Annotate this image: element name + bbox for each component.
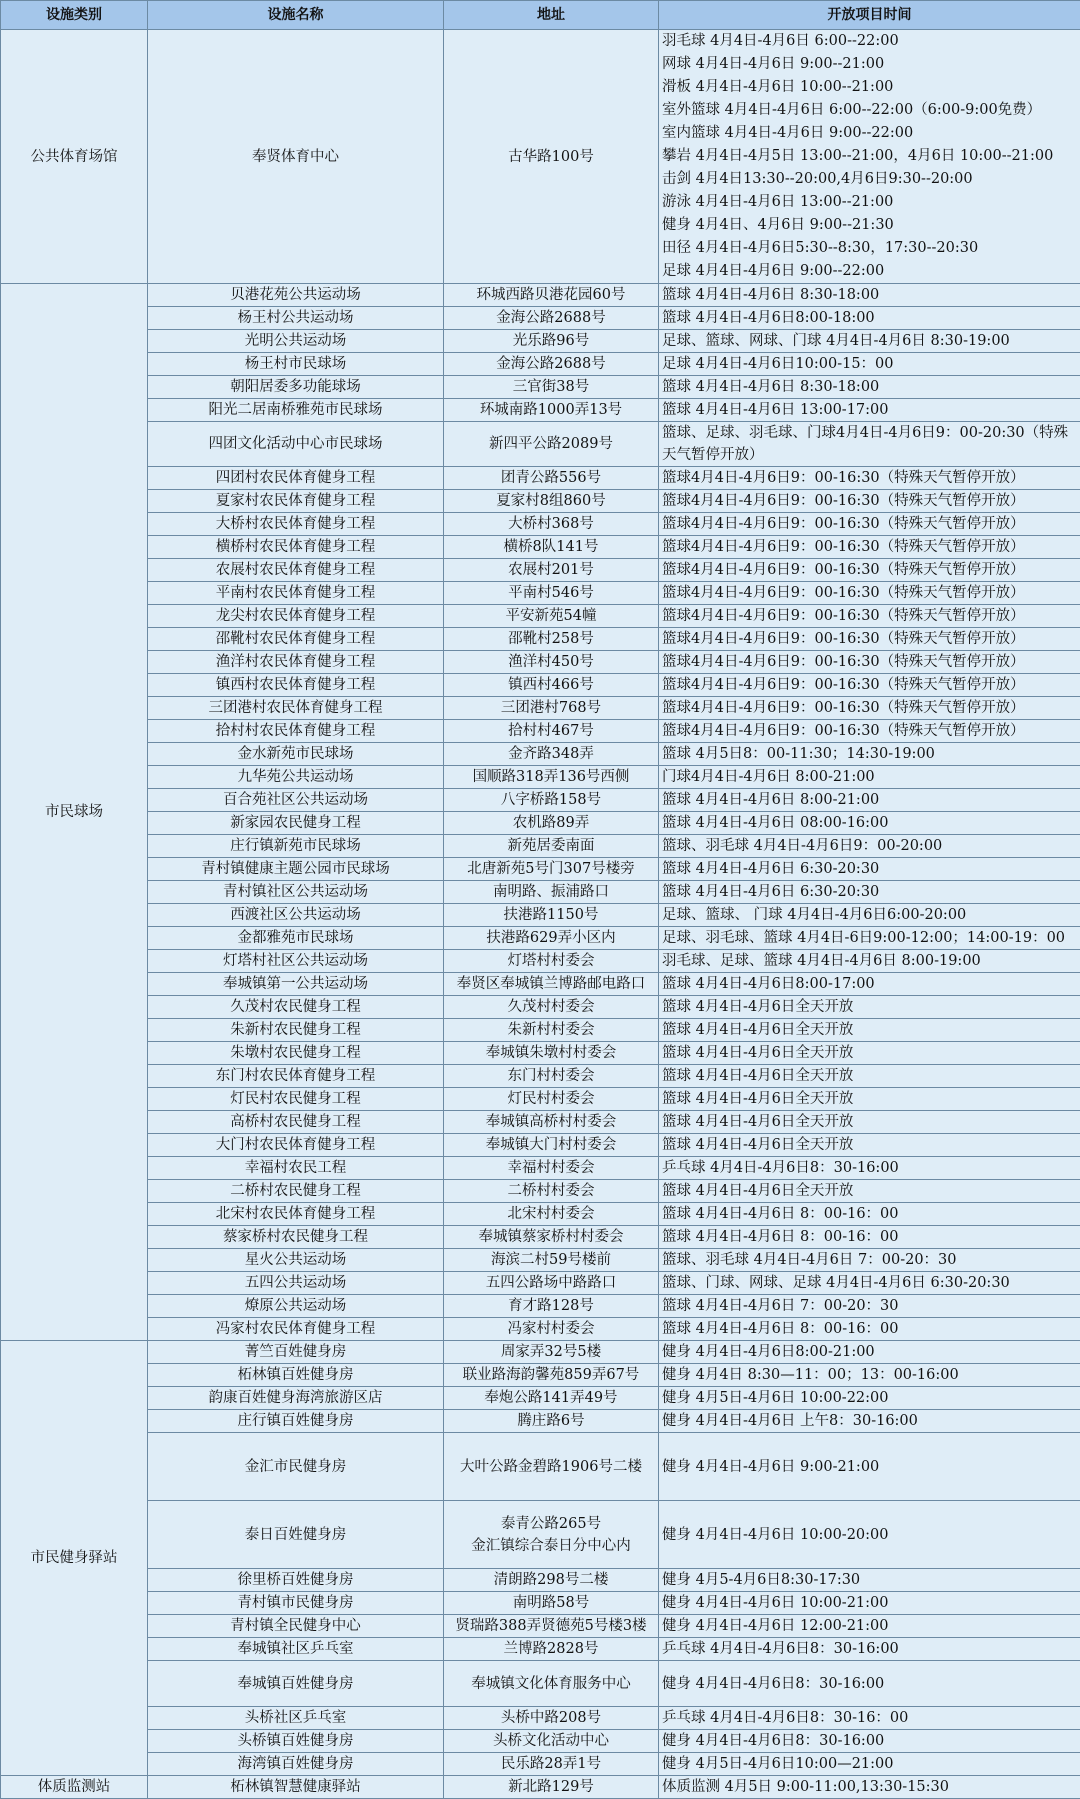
facility-name-cell: 奉贤体育中心 [148,30,444,284]
facility-name-cell: 朱墩村农民健身工程 [148,1042,444,1065]
address-cell: 古华路100号 [444,30,659,284]
open-times-cell: 篮球 4月4日-4月6日全天开放 [659,1180,1080,1203]
time-line: 足球 4月4日-4月6日 9:00--22:00 [662,260,1076,283]
address-cell: 夏家村8组860号 [444,490,659,513]
open-times-cell: 健身 4月4日 8:30—11：00；13：00-16:00 [659,1364,1080,1387]
open-times-cell: 乒乓球 4月4日-4月6日8：30-16:00 [659,1157,1080,1180]
open-times-cell: 篮球 4月4日-4月6日 8：00-16：00 [659,1318,1080,1341]
facility-name-cell: 青村镇社区公共运动场 [148,881,444,904]
table-row [1,881,1080,904]
facility-name-cell: 奉城镇社区乒乓室 [148,1638,444,1661]
table-row [1,284,1080,307]
table-row [1,858,1080,881]
open-times-cell: 篮球 4月4日-4月6日全天开放 [659,1088,1080,1111]
table-row [1,766,1080,789]
time-line: 室内篮球 4月4日-4月6日 9:00--22:00 [662,122,1076,145]
facility-name-cell: 青村镇全民健身中心 [148,1615,444,1638]
open-times-cell: 健身 4月4日-4月6日8：30-16:00 [659,1661,1080,1707]
address-cell: 拾村村467号 [444,720,659,743]
table-row [1,1638,1080,1661]
facility-name-cell: 奉城镇百姓健身房 [148,1661,444,1707]
open-times-cell: 篮球4月4日-4月6日9：00-16:30（特殊天气暂停开放） [659,513,1080,536]
address-cell: 久茂村村委会 [444,996,659,1019]
address-cell: 八字桥路158号 [444,789,659,812]
facility-name-cell: 四团村农民体育健身工程 [148,467,444,490]
facility-name-cell: 朱新村农民健身工程 [148,1019,444,1042]
table-row [1,1249,1080,1272]
category-cell: 市民球场 [1,284,148,1341]
table-row [1,1341,1080,1364]
address-cell: 清朗路298号二楼 [444,1569,659,1592]
address-cell: 奉城镇高桥村村委会 [444,1111,659,1134]
table-row [1,1226,1080,1249]
address-cell: 邵靴村258号 [444,628,659,651]
facility-name-cell: 海湾镇百姓健身房 [148,1753,444,1776]
address-cell: 三团港村768号 [444,697,659,720]
facility-name-cell: 渔洋村农民体育健身工程 [148,651,444,674]
category-cell: 公共体育场馆 [1,30,148,284]
open-times-cell: 篮球 4月4日-4月6日全天开放 [659,1134,1080,1157]
open-times-cell: 健身 4月4日-4月6日 上午8：30-16:00 [659,1410,1080,1433]
open-times-cell: 篮球 4月4日-4月6日8:00-17:00 [659,973,1080,996]
table-row [1,973,1080,996]
address-cell: 新四平公路2089号 [444,422,659,467]
table-row [1,30,1080,284]
address-line: 金汇镇综合泰日分中心内 [448,1535,654,1557]
address-cell: 金齐路348弄 [444,743,659,766]
facility-name-cell: 徐里桥百姓健身房 [148,1569,444,1592]
facility-name-cell: 头桥社区乒乓室 [148,1707,444,1730]
table-row [1,812,1080,835]
address-cell: 五四公路场中路路口 [444,1272,659,1295]
open-times-cell: 篮球4月4日-4月6日9：00-16:30（特殊天气暂停开放） [659,628,1080,651]
table-row [1,376,1080,399]
table-row [1,1387,1080,1410]
category-cell: 市民健身驿站 [1,1341,148,1776]
address-cell: 新苑居委南面 [444,835,659,858]
address-cell: 奉城镇文化体育服务中心 [444,1661,659,1707]
open-times-cell: 乒乓球 4月4日-4月6日8：30-16:00 [659,1638,1080,1661]
open-times-cell: 篮球 4月4日-4月6日 8：00-16：00 [659,1226,1080,1249]
table-row [1,720,1080,743]
address-cell: 大叶公路金碧路1906号二楼 [444,1433,659,1501]
time-line: 滑板 4月4日-4月6日 10:00--21:00 [662,76,1076,99]
facility-name-cell: 庄行镇百姓健身房 [148,1410,444,1433]
open-times-cell: 足球、篮球、 门球 4月4日-4月6日6:00-20:00 [659,904,1080,927]
table-row [1,1318,1080,1341]
address-cell: 腾庄路6号 [444,1410,659,1433]
open-times-cell: 足球、篮球、网球、门球 4月4日-4月6日 8:30-19:00 [659,330,1080,353]
open-times-cell: 足球 4月4日-4月6日10:00-15：00 [659,353,1080,376]
open-times-cell: 篮球4月4日-4月6日9：00-16:30（特殊天气暂停开放） [659,651,1080,674]
address-cell: 育才路128号 [444,1295,659,1318]
open-times-cell: 篮球4月4日-4月6日9：00-16:30（特殊天气暂停开放） [659,490,1080,513]
table-row [1,1433,1080,1501]
facility-name-cell: 二桥村农民健身工程 [148,1180,444,1203]
address-cell: 灯塔村村委会 [444,950,659,973]
table-row [1,399,1080,422]
table-row [1,1501,1080,1569]
table-row [1,1364,1080,1387]
address-cell: 金海公路2688号 [444,353,659,376]
open-times-cell: 篮球4月4日-4月6日9：00-16:30（特殊天气暂停开放） [659,697,1080,720]
time-line: 田径 4月4日-4月6日5:30--8:30，17:30--20:30 [662,237,1076,260]
time-line: 游泳 4月4日-4月6日 13:00--21:00 [662,191,1076,214]
facility-name-cell: 横桥村农民体育健身工程 [148,536,444,559]
table-row [1,1707,1080,1730]
open-times-cell: 篮球4月4日-4月6日9：00-16:30（特殊天气暂停开放） [659,582,1080,605]
open-times-cell: 篮球 4月4日-4月6日全天开放 [659,1111,1080,1134]
header-times: 开放项目时间 [659,1,1080,30]
facility-name-cell: 邵靴村农民体育健身工程 [148,628,444,651]
facility-name-cell: 东门村农民体育健身工程 [148,1065,444,1088]
table-row [1,582,1080,605]
table-row [1,1661,1080,1707]
address-cell: 渔洋村450号 [444,651,659,674]
open-times-cell: 篮球 4月4日-4月6日 08:00-16:00 [659,812,1080,835]
time-line: 羽毛球 4月4日-4月6日 6:00--22:00 [662,30,1076,53]
address-cell: 新北路129号 [444,1776,659,1799]
address-cell: 扶港路1150号 [444,904,659,927]
facility-name-cell: 北宋村农民体育健身工程 [148,1203,444,1226]
facility-name-cell: 镇西村农民体育健身工程 [148,674,444,697]
table-row [1,307,1080,330]
table-row [1,835,1080,858]
table-row [1,1615,1080,1638]
table-row [1,353,1080,376]
address-cell: 团青公路556号 [444,467,659,490]
open-times-cell: 篮球 4月4日-4月6日全天开放 [659,996,1080,1019]
facility-name-cell: 高桥村农民健身工程 [148,1111,444,1134]
table-row [1,513,1080,536]
open-times-cell: 篮球 4月4日-4月6日 7：00-20：30 [659,1295,1080,1318]
open-times-cell: 篮球4月4日-4月6日9：00-16:30（特殊天气暂停开放） [659,674,1080,697]
address-cell: 南明路、振浦路口 [444,881,659,904]
address-cell: 国顺路318弄136号西侧 [444,766,659,789]
facility-name-cell: 头桥镇百姓健身房 [148,1730,444,1753]
header-category: 设施类别 [1,1,148,30]
open-times-cell: 篮球 4月4日-4月6日 6:30-20:30 [659,881,1080,904]
facility-name-cell: 金水新苑市民球场 [148,743,444,766]
address-cell: 奉城镇朱墩村村委会 [444,1042,659,1065]
address-cell: 头桥中路208号 [444,1707,659,1730]
address-cell: 平安新苑54幢 [444,605,659,628]
open-times-cell: 乒乓球 4月4日-4月6日8：30-16：00 [659,1707,1080,1730]
open-times-cell: 健身 4月4日-4月6日 10:00-21:00 [659,1592,1080,1615]
table-row [1,950,1080,973]
facility-name-cell: 金汇市民健身房 [148,1433,444,1501]
open-times-cell: 篮球4月4日-4月6日9：00-16:30（特殊天气暂停开放） [659,536,1080,559]
address-cell: 光乐路96号 [444,330,659,353]
facility-name-cell: 杨王村公共运动场 [148,307,444,330]
table-row [1,743,1080,766]
address-cell: 大桥村368号 [444,513,659,536]
facility-name-cell: 冯家村农民体育健身工程 [148,1318,444,1341]
table-row [1,789,1080,812]
table-row [1,1088,1080,1111]
address-cell: 联业路海韵馨苑859弄67号 [444,1364,659,1387]
table-row [1,559,1080,582]
facility-name-cell: 奉城镇第一公共运动场 [148,973,444,996]
address-cell: 民乐路28弄1号 [444,1753,659,1776]
table-row [1,1203,1080,1226]
facility-name-cell: 久茂村农民健身工程 [148,996,444,1019]
table-row [1,1157,1080,1180]
facility-name-cell: 韵康百姓健身海湾旅游区店 [148,1387,444,1410]
table-row [1,927,1080,950]
table-row [1,330,1080,353]
address-cell: 东门村村委会 [444,1065,659,1088]
open-times-cell: 健身 4月4日-4月6日8:00-21:00 [659,1341,1080,1364]
facility-name-cell: 灯民村农民健身工程 [148,1088,444,1111]
facility-name-cell: 菁竺百姓健身房 [148,1341,444,1364]
table-row [1,1569,1080,1592]
table-row [1,490,1080,513]
address-cell: 平南村546号 [444,582,659,605]
table-row [1,674,1080,697]
table-row [1,1111,1080,1134]
open-times-cell: 健身 4月4日-4月6日 9:00-21:00 [659,1433,1080,1501]
address-cell: 奉城镇大门村村委会 [444,1134,659,1157]
address-cell: 冯家村村委会 [444,1318,659,1341]
address-cell: 农机路89弄 [444,812,659,835]
address-cell: 扶港路629弄小区内 [444,927,659,950]
address-cell: 北唐新苑5号门307号楼旁 [444,858,659,881]
table-row [1,1272,1080,1295]
facility-name-cell: 金都雅苑市民球场 [148,927,444,950]
open-times-cell [659,30,1080,284]
address-cell: 北宋村村委会 [444,1203,659,1226]
open-times-cell: 健身 4月4日-4月6日 12:00-21:00 [659,1615,1080,1638]
facility-name-cell: 西渡社区公共运动场 [148,904,444,927]
open-times-cell: 篮球 4月5日8：00-11:30；14:30-19:00 [659,743,1080,766]
table-row [1,697,1080,720]
address-cell: 海滨二村59号楼前 [444,1249,659,1272]
open-times-cell: 篮球 4月4日-4月6日 13:00-17:00 [659,399,1080,422]
open-times-cell: 篮球 4月4日-4月6日 8:30-18:00 [659,376,1080,399]
table-row [1,1019,1080,1042]
open-times-cell: 篮球4月4日-4月6日9：00-16:30（特殊天气暂停开放） [659,720,1080,743]
address-cell: 二桥村村委会 [444,1180,659,1203]
table-row [1,1410,1080,1433]
time-line: 击剑 4月4日13:30--20:00,4月6日9:30--20:00 [662,168,1076,191]
open-times-cell: 篮球、羽毛球 4月4日-4月6日9：00-20:00 [659,835,1080,858]
address-cell: 三官街38号 [444,376,659,399]
table-row [1,904,1080,927]
address-cell: 镇西村466号 [444,674,659,697]
table-row [1,1134,1080,1157]
open-times-cell: 篮球、羽毛球 4月4日-4月6日 7：00-20：30 [659,1249,1080,1272]
facility-name-cell: 青村镇市民健身房 [148,1592,444,1615]
table-row [1,1295,1080,1318]
open-times-cell: 篮球4月4日-4月6日9：00-16:30（特殊天气暂停开放） [659,605,1080,628]
facility-name-cell: 朝阳居委多功能球场 [148,376,444,399]
address-cell: 奉城镇蔡家桥村村委会 [444,1226,659,1249]
open-times-cell: 篮球 4月4日-4月6日 8:30-18:00 [659,284,1080,307]
open-times-cell: 篮球 4月4日-4月6日8:00-18:00 [659,307,1080,330]
address-cell: 幸福村村委会 [444,1157,659,1180]
table-row [1,1776,1080,1799]
header-address: 地址 [444,1,659,30]
open-times-cell: 健身 4月4日-4月6日8：30-16:00 [659,1730,1080,1753]
facility-name-cell: 大桥村农民体育健身工程 [148,513,444,536]
facility-name-cell: 燎原公共运动场 [148,1295,444,1318]
facility-name-cell: 杨王村市民球场 [148,353,444,376]
header-row [1,1,1080,30]
time-line: 健身 4月4日、4月6日 9:00--21:30 [662,214,1076,237]
facility-name-cell: 庄行镇新苑市民球场 [148,835,444,858]
address-cell: 奉贤区奉城镇兰博路邮电路口 [444,973,659,996]
facility-name-cell: 蔡家桥村农民健身工程 [148,1226,444,1249]
category-cell: 体质监测站 [1,1776,148,1799]
facility-name-cell: 平南村农民体育健身工程 [148,582,444,605]
address-cell [444,1501,659,1569]
facility-name-cell: 贝港花苑公共运动场 [148,284,444,307]
address-cell: 南明路58号 [444,1592,659,1615]
facility-name-cell: 夏家村农民体育健身工程 [148,490,444,513]
open-times-cell: 健身 4月5-4月6日8:30-17:30 [659,1569,1080,1592]
time-line: 攀岩 4月4日-4月5日 13:00--21:00，4月6日 10:00--21:00 [662,145,1076,168]
facility-name-cell: 光明公共运动场 [148,330,444,353]
facility-name-cell: 五四公共运动场 [148,1272,444,1295]
table-row [1,1180,1080,1203]
table-row [1,605,1080,628]
open-times-cell: 健身 4月5日-4月6日 10:00-22:00 [659,1387,1080,1410]
open-times-cell: 羽毛球、足球、篮球 4月4日-4月6日 8:00-19:00 [659,950,1080,973]
facility-name-cell: 幸福村农民工程 [148,1157,444,1180]
address-cell: 环城南路1000弄13号 [444,399,659,422]
table-row [1,467,1080,490]
facility-name-cell: 龙尖村农民体育健身工程 [148,605,444,628]
facility-name-cell: 农展村农民体育健身工程 [148,559,444,582]
open-times-cell: 篮球、足球、羽毛球、门球4月4日-4月6日9：00-20:30（特殊天气暂停开放） [659,422,1080,467]
open-times-cell: 健身 4月5日-4月6日10:00—21:00 [659,1753,1080,1776]
open-times-cell: 健身 4月4日-4月6日 10:00-20:00 [659,1501,1080,1569]
facility-name-cell: 九华苑公共运动场 [148,766,444,789]
open-times-cell: 篮球、门球、网球、足球 4月4日-4月6日 6:30-20:30 [659,1272,1080,1295]
open-times-cell: 篮球 4月4日-4月6日 6:30-20:30 [659,858,1080,881]
table-row [1,1042,1080,1065]
address-cell: 奉炮公路141弄49号 [444,1387,659,1410]
open-times-cell: 篮球4月4日-4月6日9：00-16:30（特殊天气暂停开放） [659,467,1080,490]
time-line: 室外篮球 4月4日-4月6日 6:00--22:00（6:00-9:00免费） [662,99,1076,122]
open-times-cell: 足球、羽毛球、篮球 4月4日-6日9:00-12:00；14:00-19：00 [659,927,1080,950]
address-line: 泰青公路265号 [448,1513,654,1535]
open-times-cell: 篮球4月4日-4月6日9：00-16:30（特殊天气暂停开放） [659,559,1080,582]
table-row [1,422,1080,467]
open-times-cell: 篮球 4月4日-4月6日 8：00-16：00 [659,1203,1080,1226]
table-row [1,996,1080,1019]
open-times-cell: 门球4月4日-4月6日 8:00-21:00 [659,766,1080,789]
address-cell: 农展村201号 [444,559,659,582]
facility-name-cell: 大门村农民体育健身工程 [148,1134,444,1157]
address-cell: 头桥文化活动中心 [444,1730,659,1753]
facility-name-cell: 柘林镇百姓健身房 [148,1364,444,1387]
table-row [1,651,1080,674]
open-times-cell: 篮球 4月4日-4月6日全天开放 [659,1042,1080,1065]
address-cell: 贤瑞路388弄贤德苑5号楼3楼 [444,1615,659,1638]
open-times-cell: 篮球 4月4日-4月6日 8:00-21:00 [659,789,1080,812]
table-row [1,1065,1080,1088]
facility-name-cell: 泰日百姓健身房 [148,1501,444,1569]
facility-name-cell: 柘林镇智慧健康驿站 [148,1776,444,1799]
address-cell: 横桥8队141号 [444,536,659,559]
facility-name-cell: 阳光二居南桥雅苑市民球场 [148,399,444,422]
open-times-cell: 篮球 4月4日-4月6日全天开放 [659,1065,1080,1088]
table-row [1,1730,1080,1753]
facility-name-cell: 百合苑社区公共运动场 [148,789,444,812]
open-times-cell: 体质监测 4月5日 9:00-11:00,13:30-15:30 [659,1776,1080,1799]
open-times-cell: 篮球 4月4日-4月6日全天开放 [659,1019,1080,1042]
facility-name-cell: 星火公共运动场 [148,1249,444,1272]
address-cell: 周家弄32号5楼 [444,1341,659,1364]
header-name: 设施名称 [148,1,444,30]
facility-name-cell: 四团文化活动中心市民球场 [148,422,444,467]
table-row [1,1592,1080,1615]
table-row [1,536,1080,559]
address-cell: 灯民村村委会 [444,1088,659,1111]
facility-name-cell: 拾村村农民体育健身工程 [148,720,444,743]
table-row [1,628,1080,651]
facility-name-cell: 青村镇健康主题公园市民球场 [148,858,444,881]
facility-name-cell: 三团港村农民体育健身工程 [148,697,444,720]
table-row [1,1753,1080,1776]
address-cell: 环城西路贝港花园60号 [444,284,659,307]
address-cell: 兰博路2828号 [444,1638,659,1661]
address-cell: 金海公路2688号 [444,307,659,330]
time-line: 网球 4月4日-4月6日 9:00--21:00 [662,53,1076,76]
facility-name-cell: 灯塔村社区公共运动场 [148,950,444,973]
facility-name-cell: 新家园农民健身工程 [148,812,444,835]
address-cell: 朱新村村委会 [444,1019,659,1042]
